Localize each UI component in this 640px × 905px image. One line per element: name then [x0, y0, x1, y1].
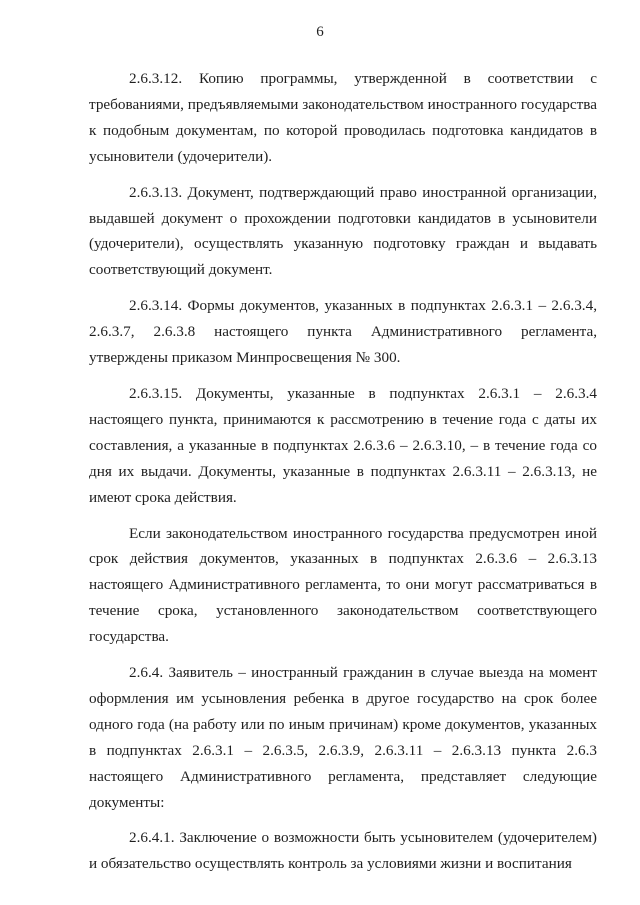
paragraph-2-6-3-13: 2.6.3.13. Документ, подтверждающий право иностранной организации, выдавшей документ о прохождении подготовки кандидатов в усыновители (удочерители), осуществлять указанную подготовку граждан и выдавать соответствующий документ.: [89, 183, 597, 279]
paragraph-2-6-4: 2.6.4. Заявитель – иностранный гражданин в случае выезда на момент оформления им усыновления ребенка в другое государство на срок более одного года (на работу или по иным причинам) кроме документов, указанных в подпунктах 2.6.3.1 – 2.6.3.5, 2.6.3.9, 2.6.3.11 – 2.6.3.13 пункта 2.6.3 настоящего Административного регламента, представляет следующие документы:: [89, 664, 597, 811]
paragraph-validity-note: Если законодательством иностранного государства предусмотрен иной срок действия документов, указанных в подпунктах 2.6.3.6 – 2.6.3.13 настоящего Административного регламента, то они могут рассматриваться в течение срока, установленного законодательством соответствующего государства.: [89, 524, 597, 646]
paragraph-2-6-3-12: 2.6.3.12. Копию программы, утвержденной в соответствии с требованиями, предъявляемыми законодательством иностранного государства к подобным документам, по которой проводилась подготовка кандидатов в усыновители (удочерители).: [89, 70, 597, 165]
paragraph-2-6-3-14: 2.6.3.14. Формы документов, указанных в подпунктах 2.6.3.1 – 2.6.3.4, 2.6.3.7, 2.6.3.8 настоящего пункта Административного регламента, утверждены приказом Минпросвещения № 300.: [89, 297, 597, 367]
paragraph-2-6-4-1: 2.6.4.1. Заключение о возможности быть усыновителем (удочерителем) и обязательство осуществлять контроль за условиями жизни и воспитания: [89, 829, 597, 873]
paragraph-2-6-3-15: 2.6.3.15. Документы, указанные в подпунктах 2.6.3.1 – 2.6.3.4 настоящего пункта, принимаются к рассмотрению в течение года с даты их составления, а указанные в подпунктах 2.6.3.6 – 2.6.3.10, – в течение года со дня их выдачи. Документы, указанные в подпунктах 2.6.3.11 – 2.6.3.13, не имеют срока действия.: [89, 384, 597, 506]
page-number: 6: [316, 24, 324, 40]
document-body: [89, 66, 597, 887]
